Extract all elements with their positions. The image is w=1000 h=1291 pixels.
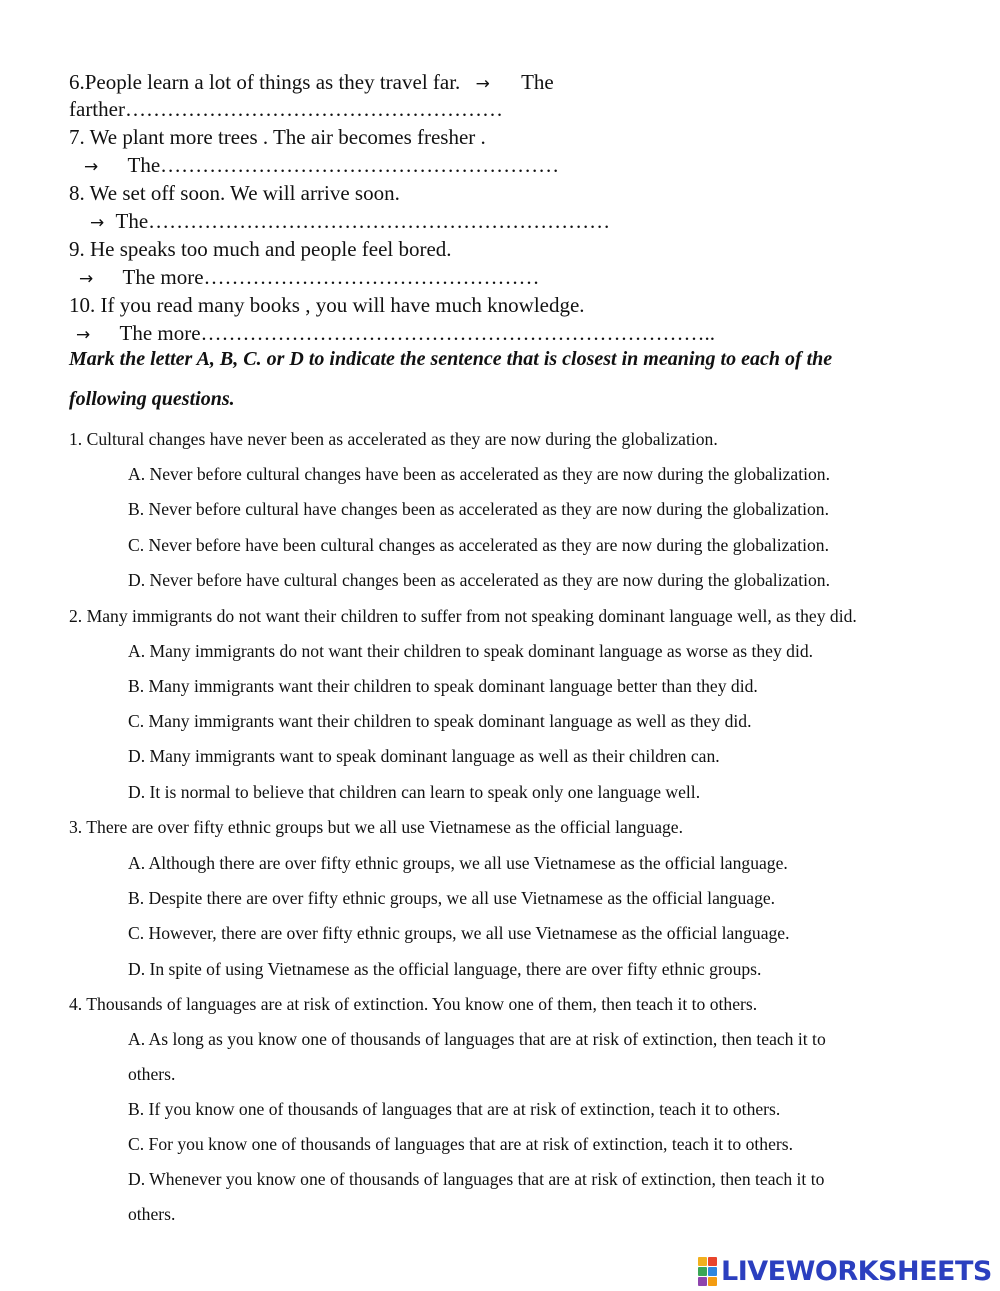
question-3-option-b[interactable]: B. Despite there are over fifty ethnic groups, we all use Vietnamese as the official language. (128, 888, 776, 908)
question-2-option-a[interactable]: A. Many immigrants do not want their children to speak dominant language as worse as they did. (128, 641, 814, 661)
question-2-stem: 2. Many immigrants do not want their children to suffer from not speaking dominant language well, as they did. (69, 606, 857, 626)
question-4-option-a-cont[interactable]: others. (128, 1064, 176, 1084)
question-4-option-b[interactable]: B. If you know one of thousands of languages that are at risk of extinction, teach it to others. (128, 1099, 781, 1119)
question-1-option-c[interactable]: C. Never before have been cultural changes as accelerated as they are now during the globalization. (128, 535, 829, 555)
rewrite-answer-8[interactable] (90, 209, 610, 234)
question-1-option-d[interactable]: D. Never before have cultural changes been as accelerated as they are now during the globalization. (128, 570, 830, 590)
question-4-option-d[interactable]: D. Whenever you know one of thousands of languages that are at risk of extinction, then teach it to (128, 1169, 825, 1189)
logo-block (698, 1257, 707, 1266)
question-1-stem: 1. Cultural changes have never been as accelerated as they are now during the globalization. (69, 429, 718, 449)
rewrite-answer-9[interactable] (79, 265, 540, 290)
question-2-option-c[interactable]: C. Many immigrants want their children to speak dominant language as well as they did. (128, 711, 752, 731)
arrow-right-icon: → (84, 157, 99, 177)
question-4-option-c[interactable]: C. For you know one of thousands of languages that are at risk of extinction, teach it to others. (128, 1134, 793, 1154)
question-2-option-d[interactable]: D. Many immigrants want to speak dominant language as well as their children can. (128, 746, 720, 766)
question-1-option-a[interactable]: A. Never before cultural changes have been as accelerated as they are now during the globalization. (128, 464, 830, 484)
question-2-option-d2[interactable]: D. It is normal to believe that children can learn to speak only one language well. (128, 782, 701, 802)
question-3-option-a[interactable]: A. Although there are over fifty ethnic groups, we all use Vietnamese as the official language. (128, 853, 788, 873)
logo-block (698, 1267, 707, 1276)
logo-block (698, 1277, 707, 1286)
rewrite-prompt: The more………………………………………… (122, 265, 540, 289)
question-3-stem: 3. There are over fifty ethnic groups but we all use Vietnamese as the official language. (69, 817, 684, 837)
arrow-right-icon: → (475, 74, 490, 94)
logo-text: LIVEWORKSHEETS (721, 1255, 992, 1287)
rewrite-prompt: The (521, 70, 554, 94)
arrow-right-icon: → (90, 213, 105, 233)
instruction-line-1: Mark the letter A, B, C. or D to indicate the sentence that is closest in meaning to each of the (69, 348, 833, 370)
arrow-right-icon: → (76, 325, 91, 345)
rewrite-prompt: The………………………………………………… (127, 153, 560, 177)
rewrite-item-9: 9. He speaks too much and people feel bored. (69, 237, 452, 261)
rewrite-item-6 (69, 70, 554, 95)
rewrite-answer-10[interactable] (76, 321, 715, 346)
logo-block (708, 1257, 717, 1266)
rewrite-item-10: 10. If you read many books , you will have much knowledge. (69, 293, 585, 317)
instruction-line-2: following questions. (69, 388, 235, 410)
rewrite-prompt: The more……………………………………………………………….. (119, 321, 716, 345)
question-4-option-d-cont[interactable]: others. (128, 1204, 176, 1224)
question-3-option-d[interactable]: D. In spite of using Vietnamese as the official language, there are over fifty ethnic groups. (128, 959, 762, 979)
rewrite-answer-7[interactable] (84, 153, 559, 178)
rewrite-item-7: 7. We plant more trees . The air becomes fresher . (69, 125, 486, 149)
rewrite-sentence: 6.People learn a lot of things as they travel far. (69, 70, 461, 94)
arrow-right-icon: → (79, 269, 94, 289)
liveworksheets-logo-icon (698, 1257, 717, 1286)
logo-block (708, 1267, 717, 1276)
rewrite-answer-line[interactable]: farther……………………………………………… (69, 97, 503, 121)
question-3-option-c[interactable]: C. However, there are over fifty ethnic groups, we all use Vietnamese as the official language. (128, 923, 790, 943)
liveworksheets-logo (698, 1256, 992, 1286)
rewrite-prompt: The………………………………………………………… (115, 209, 611, 233)
rewrite-item-8: 8. We set off soon. We will arrive soon. (69, 181, 400, 205)
question-1-option-b[interactable]: B. Never before cultural have changes been as accelerated as they are now during the globalization. (128, 499, 829, 519)
question-4-stem: 4. Thousands of languages are at risk of extinction. You know one of them, then teach it to others. (69, 994, 758, 1014)
question-2-option-b[interactable]: B. Many immigrants want their children to speak dominant language better than they did. (128, 676, 758, 696)
question-4-option-a[interactable]: A. As long as you know one of thousands of languages that are at risk of extinction, then teach it to (128, 1029, 826, 1049)
logo-block (708, 1277, 717, 1286)
